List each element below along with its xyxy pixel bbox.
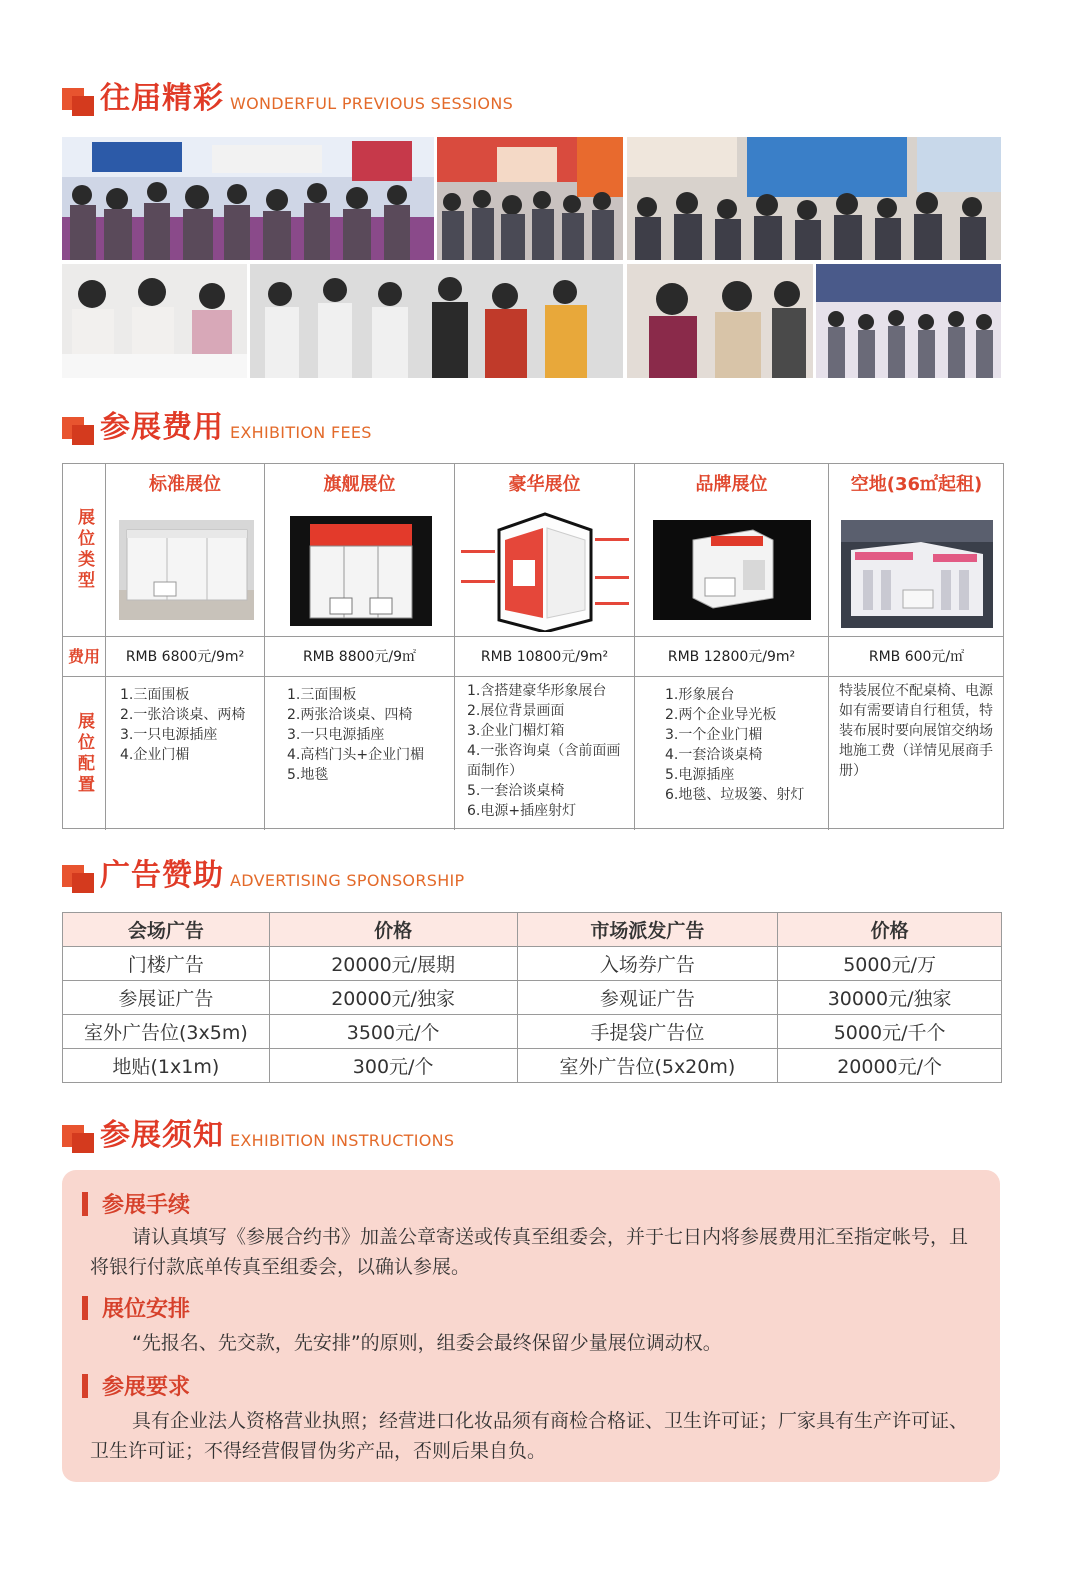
column-header: 会场广告 [63,913,270,947]
booth-config-flagship: 1.三面围板 2.两张洽谈桌、四椅 3.一只电源插座 4.高档门头+企业门楣 5.地毯 [265,677,455,830]
heading-bar-icon [82,1296,88,1320]
instruction-heading [82,1292,190,1323]
instruction-heading [82,1370,190,1401]
heading-bar-icon [82,1192,88,1216]
section-marker-icon [62,863,96,893]
section-subtitle: EXHIBITION INSTRUCTIONS [230,1131,455,1150]
exhibition-photo [62,264,247,378]
booth-name-flagship: 旗舰展位 [265,464,455,506]
table-cell: 3500元/个 [269,1015,517,1049]
table-cell: 300元/个 [269,1049,517,1083]
booth-price-raw-space: RMB 600元/㎡ [829,637,1004,677]
booth-image-cell [829,506,1004,637]
section-title: 参展须知 [100,1118,224,1153]
table-cell: 地贴(1x1m) [63,1049,270,1083]
section-marker-icon [62,1123,96,1153]
section-marker-icon [62,415,96,445]
table-row [63,1049,1002,1083]
section-title: 参展费用 [100,410,224,445]
booth-price-standard: RMB 6800元/9m² [106,637,265,677]
table-cell: 参观证广告 [517,981,778,1015]
raw-space-booth-image [841,520,993,628]
column-header: 价格 [269,913,517,947]
row-label-text: 展位类型 [74,508,94,592]
row-label-text: 费用 [67,646,100,666]
brand-booth-image [653,520,811,620]
instructions-panel [62,1170,1000,1482]
table-cell: 5000元/万 [778,947,1002,981]
section-title: 往届精彩 [100,81,224,116]
booth-config-luxury: 1.含搭建豪华形象展台 2.展位背景画面 3.企业门楣灯箱 4.一张咨询桌（含前面画面制作） 5.一套洽谈桌椅 6.电源+插座射灯 [455,677,635,830]
heading-bar-icon [82,1374,88,1398]
section-marker-icon [62,86,96,116]
table-cell: 室外广告位(5x20m) [517,1049,778,1083]
table-cell: 参展证广告 [63,981,270,1015]
section-header-instructions [62,1119,454,1153]
instruction-text: 具有企业法人资格营业执照；经营进口化妆品须有商检合格证、卫生许可证；厂家具有生产许可证、卫生许可证；不得经营假冒伪劣产品，否则后果自负。 [90,1410,969,1462]
section-title: 广告赞助 [100,858,224,893]
instruction-heading [82,1188,190,1219]
table-row [63,981,1002,1015]
column-header: 价格 [778,913,1002,947]
table-cell: 20000元/个 [778,1049,1002,1083]
booth-price-brand: RMB 12800元/9m² [635,637,829,677]
instruction-text: 请认真填写《参展合约书》加盖公章寄送或传真至组委会，并于七日内将参展费用汇至指定帐号，且将银行付款底单传真至组委会，以确认参展。 [90,1226,969,1278]
table-cell: 20000元/独家 [269,981,517,1015]
exhibition-photo [816,264,1001,378]
table-cell: 20000元/展期 [269,947,517,981]
booth-image-cell [265,506,455,637]
section-header-ads [62,859,465,893]
section-header-previous [62,82,513,116]
exhibition-photo [627,264,813,378]
booth-image-cell [635,506,829,637]
row-label-config [63,677,106,830]
table-header-row [63,913,1002,947]
table-cell: 门楼广告 [63,947,270,981]
section-header-fees [62,411,372,445]
exhibition-photo [250,264,623,378]
row-label-fee [63,637,106,677]
advertising-price-table [62,912,1002,1083]
luxury-booth-image [459,510,631,632]
row-label-text: 展位配置 [74,711,94,796]
booth-config-standard: 1.三面围板 2.一张洽谈桌、两椅 3.一只电源插座 4.企业门楣 [106,677,265,830]
booth-config-raw-space: 特装展位不配桌椅、电源如有需要请自行租赁，特装布展时要向展馆交纳场地施工费（详情见展商手册） [839,683,993,779]
column-header: 市场派发广告 [517,913,778,947]
booth-image-cell [106,506,265,637]
booth-price-flagship: RMB 8800元/9㎡ [265,637,455,677]
booth-name-raw-space: 空地(36㎡起租) [850,474,983,495]
section-subtitle: EXHIBITION FEES [230,423,372,442]
row-label-booth-type [63,464,106,637]
instruction-heading-text: 参展手续 [102,1193,191,1218]
exhibition-photo [437,137,623,260]
section-subtitle: ADVERTISING SPONSORSHIP [230,871,465,890]
section-subtitle: WONDERFUL PREVIOUS SESSIONS [230,94,514,113]
flagship-booth-image [290,516,432,626]
table-row [63,947,1002,981]
booth-name-brand: 品牌展位 [635,464,829,506]
table-cell: 室外广告位(3x5m) [63,1015,270,1049]
instruction-text: “先报名、先交款，先安排”的原则，组委会最终保留少量展位调动权。 [132,1332,722,1354]
exhibition-photo [627,137,1001,260]
instruction-heading-text: 展位安排 [102,1297,191,1322]
table-row [63,1015,1002,1049]
exhibition-photo [62,137,434,260]
table-cell: 5000元/千个 [778,1015,1002,1049]
table-cell: 手提袋广告位 [517,1015,778,1049]
booth-name-standard: 标准展位 [106,464,265,506]
instruction-heading-text: 参展要求 [102,1375,191,1400]
booth-config-brand: 1.形象展台 2.两个企业导光板 3.一个企业门楣 4.一套洽谈桌椅 5.电源插座 6.地毯、垃圾篓、射灯 [635,677,829,830]
standard-booth-image [119,520,254,620]
table-cell: 30000元/独家 [778,981,1002,1015]
exhibition-fee-table [62,463,1004,829]
booth-price-luxury: RMB 10800元/9m² [455,637,635,677]
booth-name-luxury: 豪华展位 [455,464,635,506]
booth-image-cell [455,506,635,637]
table-cell: 入场券广告 [517,947,778,981]
